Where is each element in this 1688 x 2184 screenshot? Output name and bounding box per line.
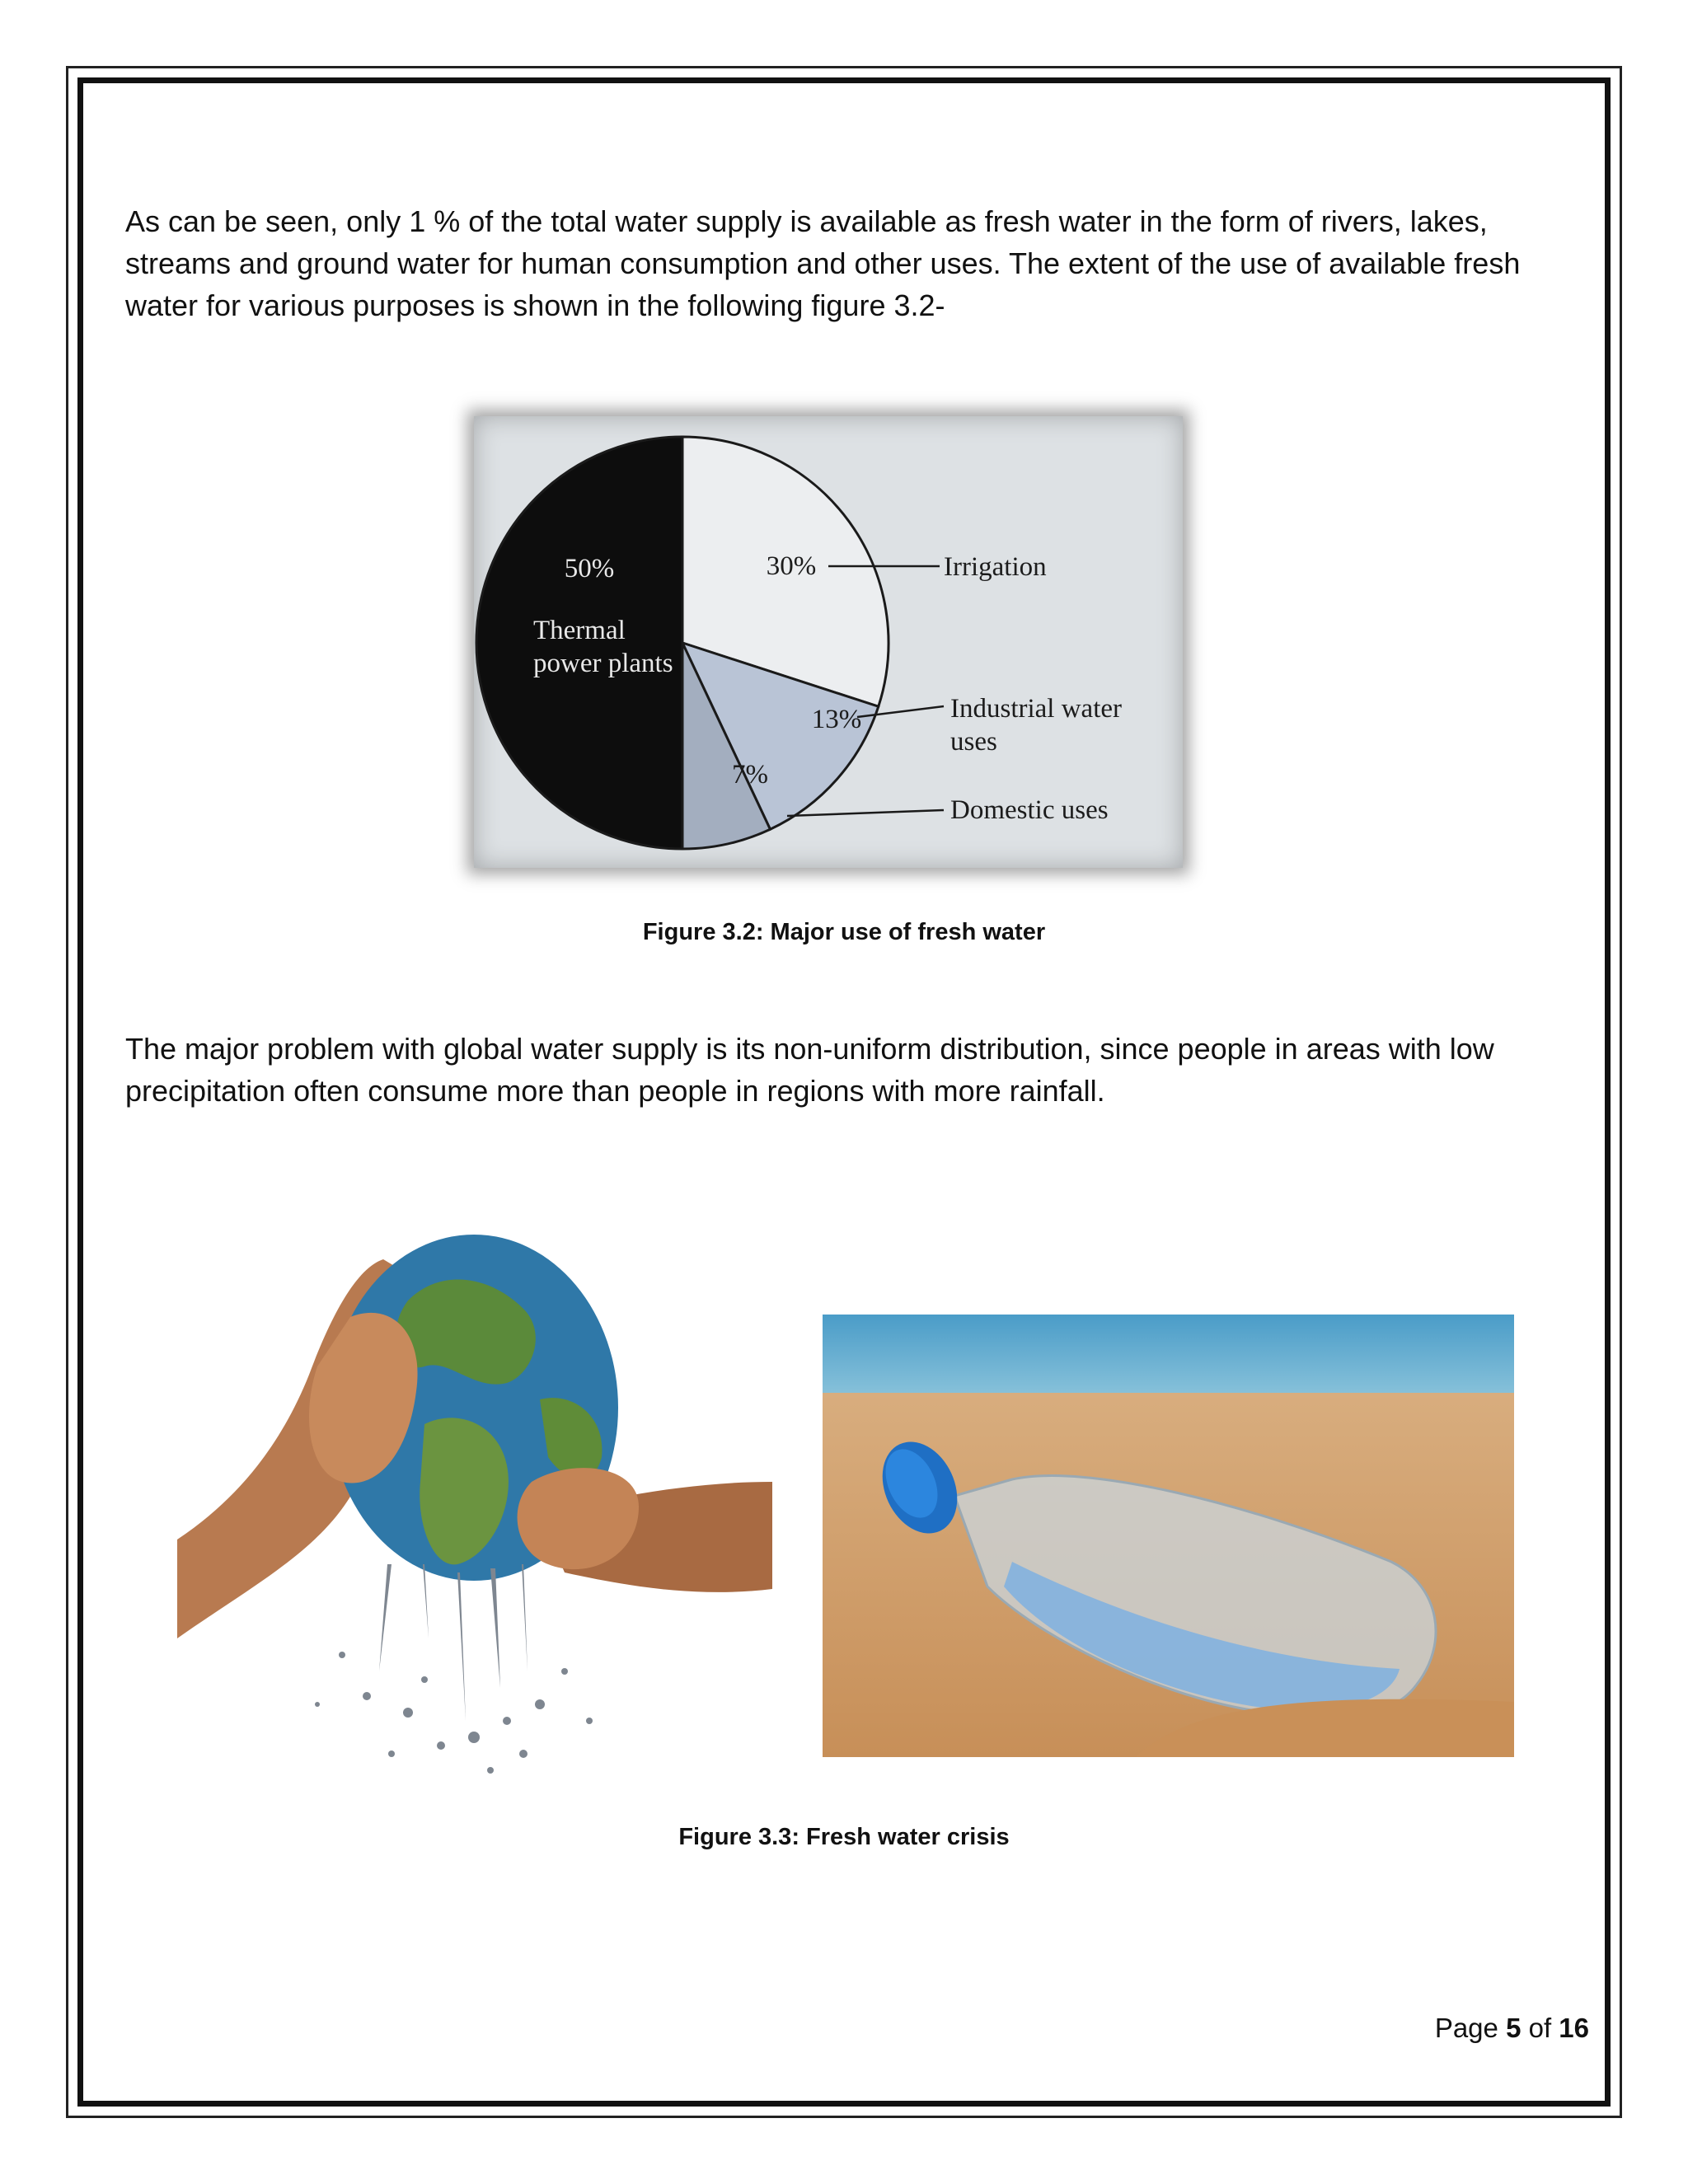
paragraph-fresh-water-intro: As can be seen, only 1 % of the total water supply is available as fresh water in the form of rivers, lakes, streams and ground water for human consumption and other uses. The extent of the use of available fresh water for various purposes is shown in the following figure 3.2- xyxy=(125,204,1521,322)
sea-background xyxy=(823,1315,1514,1405)
water-drops xyxy=(315,1564,593,1774)
paragraph-distribution-problem: The major problem with global water supply is its non-uniform distribution, since people in areas with low precipitation often consume more than people in regions with more rainfall. xyxy=(125,1032,1494,1108)
globe-illustration xyxy=(177,1210,772,1782)
page-prefix: Page xyxy=(1434,2013,1507,2043)
pie-label-industrial-line2: uses xyxy=(950,727,997,757)
pie-label-domestic: Domestic uses xyxy=(950,795,1109,825)
pie-label-thermal-percent: 50% xyxy=(564,554,615,583)
page-current: 5 xyxy=(1506,2013,1522,2043)
pie-label-irrigation-percent: 30% xyxy=(766,551,817,581)
pie-label-domestic-percent: 7% xyxy=(732,760,768,790)
page-number xyxy=(1435,2013,1589,2044)
bottle-illustration xyxy=(823,1315,1514,1757)
pie-label-thermal-line1: Thermal xyxy=(533,616,626,645)
pie-leader-line-3 xyxy=(787,810,944,816)
figure-caption-3-2: Figure 3.2: Major use of fresh water xyxy=(642,919,1046,945)
photo-hands-squeezing-globe xyxy=(177,1210,772,1782)
figure-caption-3-3: Figure 3.3: Fresh water crisis xyxy=(678,1824,1010,1850)
pie-label-thermal-line2: power plants xyxy=(533,649,673,678)
page-mid: of xyxy=(1521,2013,1559,2043)
pie-label-irrigation: Irrigation xyxy=(944,552,1047,582)
pie-label-industrial-percent: 13% xyxy=(811,705,862,734)
pie-label-industrial-line1: Industrial water xyxy=(950,694,1123,724)
pie-chart-svg xyxy=(474,416,1183,868)
fresh-water-pie-chart xyxy=(474,416,1183,868)
photo-bottle-in-sand xyxy=(823,1315,1514,1757)
page-total: 16 xyxy=(1559,2013,1589,2043)
